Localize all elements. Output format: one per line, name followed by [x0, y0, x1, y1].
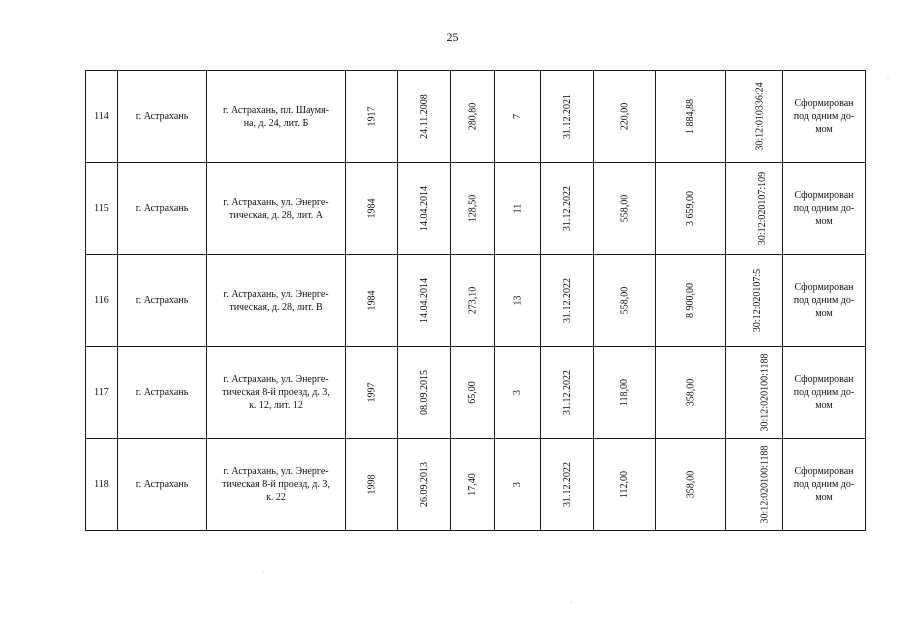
value1-cell — [594, 71, 656, 163]
scan-speck: · — [570, 600, 572, 606]
table-row — [86, 255, 866, 347]
note-text: Сформирован под одним до- мом — [793, 282, 855, 319]
address-text: г. Астрахань, пл. Шаумя- на, д. 24, лит. Б — [222, 104, 330, 129]
deadline-cell — [541, 439, 594, 531]
value2-cell — [656, 255, 726, 347]
deadline-text: 31.12.2022 — [561, 370, 573, 415]
value1-text: 220,00 — [619, 102, 630, 131]
deadline-text: 31.12.2022 — [561, 186, 573, 231]
cadastral-number-text: 30:12:020100:1188 — [759, 445, 771, 524]
address-cell — [207, 163, 346, 255]
value1-cell — [594, 347, 656, 439]
row-number-text: 115 — [94, 203, 109, 214]
address-cell — [207, 255, 346, 347]
row-number-cell — [86, 163, 118, 255]
value2-text: 3 659,00 — [685, 191, 696, 226]
address-text: г. Астрахань, ул. Энерге- тическая, д. 28, лит. А — [223, 196, 329, 221]
deadline-text: 31.12.2022 — [561, 278, 573, 323]
value2-text: 1 884,88 — [685, 99, 696, 134]
area-cell — [451, 439, 495, 531]
cadastral-number-cell — [726, 439, 783, 531]
scan-speck: · — [887, 76, 889, 82]
city-text: г. Астрахань — [135, 203, 189, 214]
count-cell — [495, 347, 541, 439]
page-number: 25 — [446, 30, 459, 44]
note-cell — [783, 71, 866, 163]
year-text: 1917 — [366, 106, 377, 127]
table-row — [86, 163, 866, 255]
count-text: 7 — [512, 114, 523, 119]
row-number-text: 118 — [94, 479, 109, 490]
deadline-cell — [541, 255, 594, 347]
cadastral-number-text: 30:12:020100:1188 — [759, 353, 771, 432]
note-text: Сформирован под одним до- мом — [793, 374, 855, 411]
table-row — [86, 347, 866, 439]
cadastral-number-cell — [726, 347, 783, 439]
note-text: Сформирован под одним до- мом — [793, 466, 855, 503]
city-cell — [118, 163, 207, 255]
date-cell — [398, 71, 451, 163]
area-cell — [451, 347, 495, 439]
city-text: г. Астрахань — [135, 111, 189, 122]
city-text: г. Астрахань — [135, 387, 189, 398]
value1-text: 558,00 — [619, 194, 630, 223]
row-number-cell — [86, 347, 118, 439]
note-cell — [783, 439, 866, 531]
area-cell — [451, 71, 495, 163]
value2-text: 358,00 — [685, 470, 696, 499]
note-text: Сформирован под одним до- мом — [793, 190, 855, 227]
row-number-text: 116 — [94, 295, 109, 306]
date-text: 08.09.2015 — [418, 370, 430, 415]
value1-cell — [594, 163, 656, 255]
cadastral-number-text: 30:12:020107:5 — [752, 268, 764, 333]
note-cell — [783, 255, 866, 347]
value2-cell — [656, 439, 726, 531]
cadastral-number-text: 30:12:020107:109 — [757, 171, 769, 246]
area-text: 273,10 — [467, 286, 478, 315]
value2-cell — [656, 71, 726, 163]
note-cell — [783, 347, 866, 439]
table-body — [86, 71, 866, 531]
address-text: г. Астрахань, ул. Энерге- тическая, д. 28, лит. В — [223, 288, 329, 313]
row-number-cell — [86, 439, 118, 531]
area-text: 128,50 — [467, 194, 478, 223]
count-cell — [495, 255, 541, 347]
year-cell — [346, 163, 398, 255]
deadline-cell — [541, 347, 594, 439]
address-text: г. Астрахань, ул. Энерге- тическая 8-й проезд, д. 3, к. 12, лит. 12 — [222, 374, 330, 411]
date-cell — [398, 255, 451, 347]
city-cell — [118, 255, 207, 347]
value2-text: 358,00 — [685, 378, 696, 407]
year-cell — [346, 255, 398, 347]
cadastral-number-cell — [726, 255, 783, 347]
note-text: Сформирован под одним до- мом — [793, 98, 855, 135]
cadastral-number-cell — [726, 163, 783, 255]
deadline-text: 31.12.2021 — [561, 94, 573, 139]
city-cell — [118, 71, 207, 163]
count-text: 3 — [512, 482, 523, 487]
year-cell — [346, 347, 398, 439]
value1-text: 118,00 — [618, 378, 630, 407]
year-cell — [346, 439, 398, 531]
deadline-text: 31.12.2022 — [561, 462, 573, 507]
count-cell — [495, 163, 541, 255]
area-text: 17,40 — [467, 473, 478, 496]
row-number-text: 114 — [94, 111, 109, 122]
city-text: г. Астрахань — [135, 295, 189, 306]
date-text: 14.04.2014 — [418, 186, 430, 231]
value1-cell — [594, 255, 656, 347]
row-number-text: 117 — [94, 387, 109, 398]
city-text: г. Астрахань — [135, 479, 189, 490]
scan-speck: · — [262, 570, 264, 576]
year-text: 1984 — [366, 290, 377, 311]
value2-text: 8 900,00 — [685, 283, 696, 318]
value1-cell — [594, 439, 656, 531]
date-cell — [398, 439, 451, 531]
row-number-cell — [86, 255, 118, 347]
value2-cell — [656, 163, 726, 255]
row-number-cell — [86, 71, 118, 163]
count-text: 13 — [512, 295, 523, 306]
address-cell — [207, 71, 346, 163]
address-cell — [207, 347, 346, 439]
value1-text: 558,00 — [619, 286, 630, 315]
count-cell — [495, 71, 541, 163]
address-text: г. Астрахань, ул. Энерге- тическая 8-й проезд, д. 3, к. 22 — [222, 466, 330, 503]
value1-text: 112,00 — [618, 470, 630, 499]
date-text: 26.09.2013 — [418, 462, 430, 507]
count-cell — [495, 439, 541, 531]
city-cell — [118, 347, 207, 439]
year-text: 1997 — [366, 382, 377, 403]
cadastral-number-cell — [726, 71, 783, 163]
year-text: 1998 — [366, 474, 377, 495]
area-cell — [451, 163, 495, 255]
date-text: 14.04.2014 — [418, 278, 430, 323]
deadline-cell — [541, 163, 594, 255]
city-cell — [118, 439, 207, 531]
date-text: 24.11.2008 — [418, 94, 430, 139]
count-text: 11 — [511, 203, 523, 214]
area-text: 65,00 — [467, 381, 478, 404]
deadline-cell — [541, 71, 594, 163]
area-cell — [451, 255, 495, 347]
area-text: 280,80 — [467, 102, 478, 131]
cadastral-number-text: 30:12:010336:24 — [754, 82, 766, 151]
date-cell — [398, 347, 451, 439]
note-cell — [783, 163, 866, 255]
housing-registry-table — [85, 70, 866, 531]
table-row — [86, 71, 866, 163]
value2-cell — [656, 347, 726, 439]
table-row — [86, 439, 866, 531]
count-text: 3 — [512, 390, 523, 395]
year-cell — [346, 71, 398, 163]
date-cell — [398, 163, 451, 255]
year-text: 1984 — [366, 198, 377, 219]
address-cell — [207, 439, 346, 531]
